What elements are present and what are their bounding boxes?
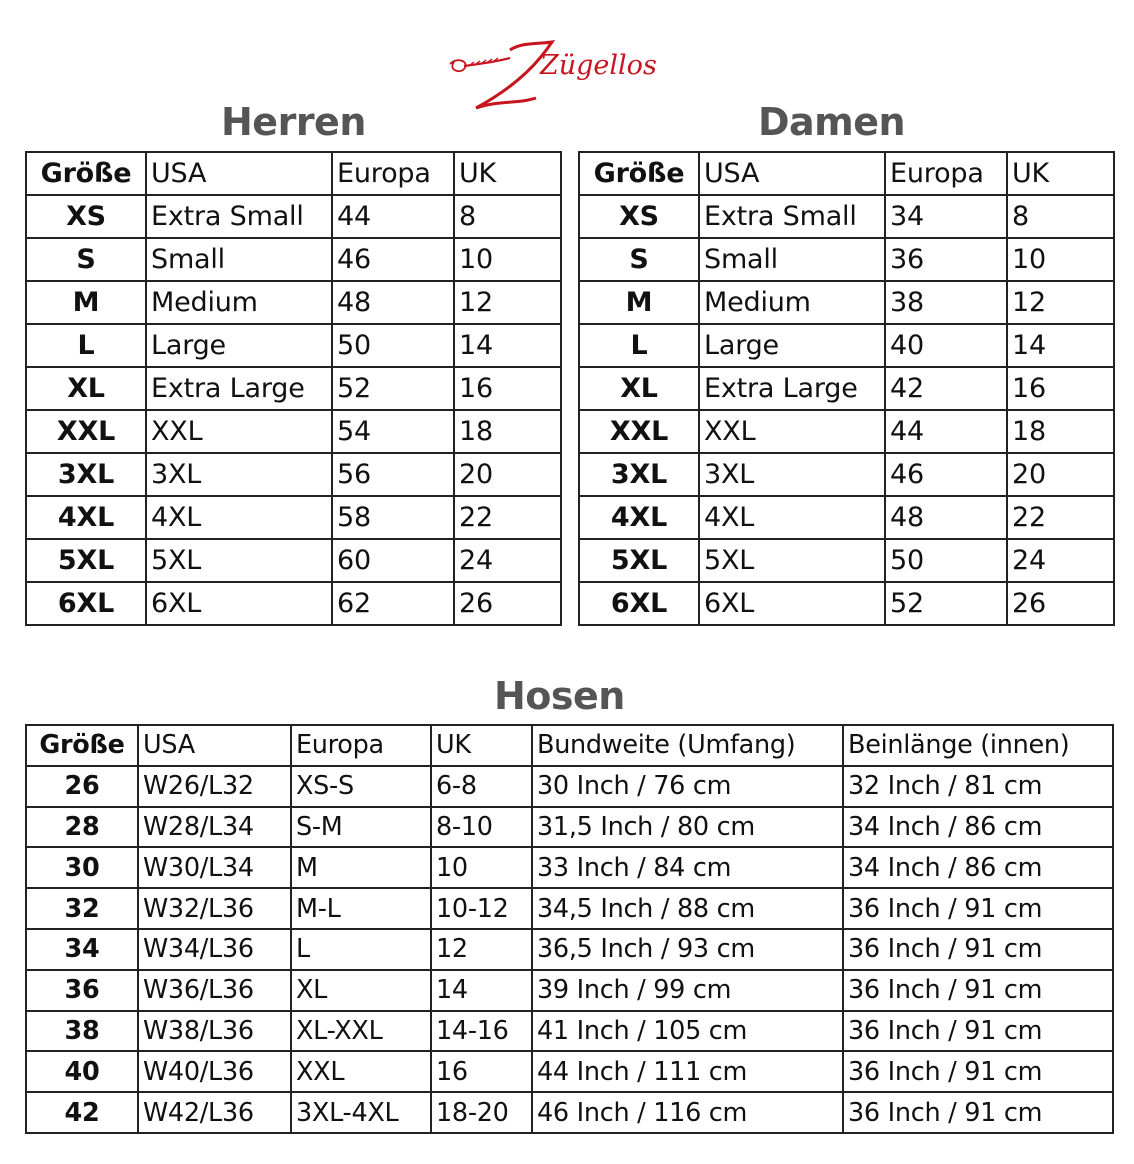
cell-usa: 4XL [146, 496, 332, 539]
damen-title: Damen [758, 100, 906, 144]
cell-uk: 24 [1007, 539, 1114, 582]
header-row [579, 152, 1114, 195]
cell-uk: 8 [454, 195, 561, 238]
column-header-uk: UK [454, 152, 561, 195]
cell-usa: W30/L34 [138, 847, 291, 888]
cell-uk: 14-16 [431, 1011, 532, 1052]
cell-europa: 60 [332, 539, 454, 582]
table-row [26, 766, 1113, 807]
brand-logo [440, 36, 657, 116]
cell-uk: 10-12 [431, 888, 532, 929]
cell-bundweite: 34,5 Inch / 88 cm [532, 888, 843, 929]
cell-bundweite: 31,5 Inch / 80 cm [532, 807, 843, 848]
cell-usa: 6XL [146, 582, 332, 625]
table-row [26, 281, 561, 324]
cell-uk: 16 [1007, 367, 1114, 410]
cell-usa: Large [699, 324, 885, 367]
cell-europa: 44 [332, 195, 454, 238]
cell-usa: W28/L34 [138, 807, 291, 848]
table-row [579, 238, 1114, 281]
cell-uk: 20 [1007, 453, 1114, 496]
table-row [579, 582, 1114, 625]
cell-europa: M-L [291, 888, 431, 929]
cell-size: 30 [26, 847, 138, 888]
column-header-beinlaenge: Beinlänge (innen) [843, 725, 1113, 766]
cell-uk: 10 [1007, 238, 1114, 281]
cell-europa: XL-XXL [291, 1011, 431, 1052]
cell-uk: 24 [454, 539, 561, 582]
cell-europa: 48 [885, 496, 1007, 539]
table-row [26, 847, 1113, 888]
cell-size: XXL [579, 410, 699, 453]
cell-size: 4XL [579, 496, 699, 539]
cell-uk: 12 [1007, 281, 1114, 324]
cell-size: 5XL [579, 539, 699, 582]
cell-usa: Small [699, 238, 885, 281]
cell-size: S [579, 238, 699, 281]
cell-usa: W26/L32 [138, 766, 291, 807]
cell-usa: W36/L36 [138, 970, 291, 1011]
table-row [26, 453, 561, 496]
column-header-usa: USA [146, 152, 332, 195]
cell-europa: 40 [885, 324, 1007, 367]
damen-size-table [578, 151, 1115, 626]
cell-usa: W34/L36 [138, 929, 291, 970]
column-header-usa: USA [699, 152, 885, 195]
column-header-usa: USA [138, 725, 291, 766]
cell-size: 36 [26, 970, 138, 1011]
table-row [579, 281, 1114, 324]
cell-europa: XL [291, 970, 431, 1011]
cell-europa: 46 [885, 453, 1007, 496]
table-row [26, 367, 561, 410]
column-header-size: Größe [26, 725, 138, 766]
cell-size: XS [579, 195, 699, 238]
table-row [26, 238, 561, 281]
table-row [26, 410, 561, 453]
cell-europa: 54 [332, 410, 454, 453]
cell-usa: W32/L36 [138, 888, 291, 929]
table-row [579, 367, 1114, 410]
cell-uk: 14 [454, 324, 561, 367]
cell-usa: 3XL [699, 453, 885, 496]
cell-size: M [26, 281, 146, 324]
column-header-europa: Europa [885, 152, 1007, 195]
cell-size: 32 [26, 888, 138, 929]
table-row [579, 410, 1114, 453]
cell-europa: XS-S [291, 766, 431, 807]
table-row [26, 496, 561, 539]
hosen-size-table [25, 724, 1114, 1134]
table-row [26, 582, 561, 625]
cell-size: 42 [26, 1092, 138, 1133]
cell-usa: Small [146, 238, 332, 281]
cell-bundweite: 39 Inch / 99 cm [532, 970, 843, 1011]
cell-europa: 38 [885, 281, 1007, 324]
cell-europa: 3XL-4XL [291, 1092, 431, 1133]
cell-uk: 10 [454, 238, 561, 281]
cell-beinlaenge: 36 Inch / 91 cm [843, 888, 1113, 929]
cell-beinlaenge: 34 Inch / 86 cm [843, 807, 1113, 848]
cell-europa: 56 [332, 453, 454, 496]
cell-uk: 18 [454, 410, 561, 453]
cell-uk: 16 [431, 1051, 532, 1092]
herren-title: Herren [221, 100, 366, 144]
cell-uk: 8-10 [431, 807, 532, 848]
cell-uk: 14 [1007, 324, 1114, 367]
cell-europa: 62 [332, 582, 454, 625]
cell-europa: 42 [885, 367, 1007, 410]
cell-uk: 18 [1007, 410, 1114, 453]
cell-usa: 6XL [699, 582, 885, 625]
cell-size: L [579, 324, 699, 367]
cell-uk: 8 [1007, 195, 1114, 238]
cell-europa: L [291, 929, 431, 970]
column-header-europa: Europa [332, 152, 454, 195]
table-row [26, 1051, 1113, 1092]
cell-beinlaenge: 36 Inch / 91 cm [843, 970, 1113, 1011]
table-row [579, 496, 1114, 539]
cell-uk: 26 [454, 582, 561, 625]
cell-europa: 36 [885, 238, 1007, 281]
table-row [26, 195, 561, 238]
cell-size: XL [26, 367, 146, 410]
cell-usa: Medium [146, 281, 332, 324]
table-row [579, 539, 1114, 582]
column-header-europa: Europa [291, 725, 431, 766]
cell-usa: Extra Large [146, 367, 332, 410]
cell-size: 34 [26, 929, 138, 970]
column-header-uk: UK [431, 725, 532, 766]
cell-uk: 22 [454, 496, 561, 539]
cell-usa: 5XL [699, 539, 885, 582]
header-row [26, 152, 561, 195]
cell-uk: 22 [1007, 496, 1114, 539]
cell-usa: 3XL [146, 453, 332, 496]
cell-size: 38 [26, 1011, 138, 1052]
table-row [26, 970, 1113, 1011]
table-row [26, 324, 561, 367]
cell-bundweite: 44 Inch / 111 cm [532, 1051, 843, 1092]
cell-bundweite: 30 Inch / 76 cm [532, 766, 843, 807]
hosen-title: Hosen [494, 674, 625, 718]
cell-size: 28 [26, 807, 138, 848]
table-row [26, 929, 1113, 970]
cell-uk: 26 [1007, 582, 1114, 625]
cell-usa: 4XL [699, 496, 885, 539]
cell-europa: 52 [332, 367, 454, 410]
cell-usa: 5XL [146, 539, 332, 582]
column-header-bundweite: Bundweite (Umfang) [532, 725, 843, 766]
cell-uk: 18-20 [431, 1092, 532, 1133]
cell-usa: XXL [699, 410, 885, 453]
cell-beinlaenge: 32 Inch / 81 cm [843, 766, 1113, 807]
cell-europa: 52 [885, 582, 1007, 625]
herren-size-table [25, 151, 562, 626]
cell-bundweite: 41 Inch / 105 cm [532, 1011, 843, 1052]
column-header-size: Größe [26, 152, 146, 195]
cell-usa: W38/L36 [138, 1011, 291, 1052]
cell-europa: 50 [885, 539, 1007, 582]
cell-usa: Medium [699, 281, 885, 324]
cell-usa: Extra Small [699, 195, 885, 238]
table-row [26, 807, 1113, 848]
cell-europa: 58 [332, 496, 454, 539]
cell-beinlaenge: 36 Inch / 91 cm [843, 929, 1113, 970]
cell-beinlaenge: 36 Inch / 91 cm [843, 1092, 1113, 1133]
brand-logo-graphic [440, 36, 657, 116]
table-row [26, 888, 1113, 929]
cell-europa: 48 [332, 281, 454, 324]
cell-size: XS [26, 195, 146, 238]
table-row [26, 539, 561, 582]
cell-usa: Extra Large [699, 367, 885, 410]
column-header-size: Größe [579, 152, 699, 195]
cell-europa: 50 [332, 324, 454, 367]
cell-size: XL [579, 367, 699, 410]
cell-usa: Large [146, 324, 332, 367]
cell-size: 40 [26, 1051, 138, 1092]
cell-size: 6XL [579, 582, 699, 625]
cell-size: 5XL [26, 539, 146, 582]
cell-bundweite: 33 Inch / 84 cm [532, 847, 843, 888]
cell-size: 26 [26, 766, 138, 807]
column-header-uk: UK [1007, 152, 1114, 195]
header-row [26, 725, 1113, 766]
cell-size: 6XL [26, 582, 146, 625]
cell-beinlaenge: 36 Inch / 91 cm [843, 1051, 1113, 1092]
cell-uk: 16 [454, 367, 561, 410]
cell-uk: 10 [431, 847, 532, 888]
cell-uk: 6-8 [431, 766, 532, 807]
cell-usa: W42/L36 [138, 1092, 291, 1133]
cell-europa: 46 [332, 238, 454, 281]
cell-size: 3XL [579, 453, 699, 496]
cell-usa: XXL [146, 410, 332, 453]
cell-size: M [579, 281, 699, 324]
cell-size: S [26, 238, 146, 281]
cell-europa: S-M [291, 807, 431, 848]
cell-bundweite: 36,5 Inch / 93 cm [532, 929, 843, 970]
cell-uk: 12 [454, 281, 561, 324]
table-row [579, 195, 1114, 238]
cell-uk: 12 [431, 929, 532, 970]
cell-beinlaenge: 34 Inch / 86 cm [843, 847, 1113, 888]
table-row [26, 1011, 1113, 1052]
cell-size: XXL [26, 410, 146, 453]
cell-bundweite: 46 Inch / 116 cm [532, 1092, 843, 1133]
cell-europa: XXL [291, 1051, 431, 1092]
cell-uk: 20 [454, 453, 561, 496]
cell-size: 3XL [26, 453, 146, 496]
cell-uk: 14 [431, 970, 532, 1011]
cell-beinlaenge: 36 Inch / 91 cm [843, 1011, 1113, 1052]
cell-usa: W40/L36 [138, 1051, 291, 1092]
cell-europa: M [291, 847, 431, 888]
cell-size: L [26, 324, 146, 367]
cell-europa: 44 [885, 410, 1007, 453]
cell-europa: 34 [885, 195, 1007, 238]
cell-usa: Extra Small [146, 195, 332, 238]
table-row [579, 324, 1114, 367]
table-row [26, 1092, 1113, 1133]
cell-size: 4XL [26, 496, 146, 539]
brand-name: Zügellos [540, 50, 657, 81]
table-row [579, 453, 1114, 496]
